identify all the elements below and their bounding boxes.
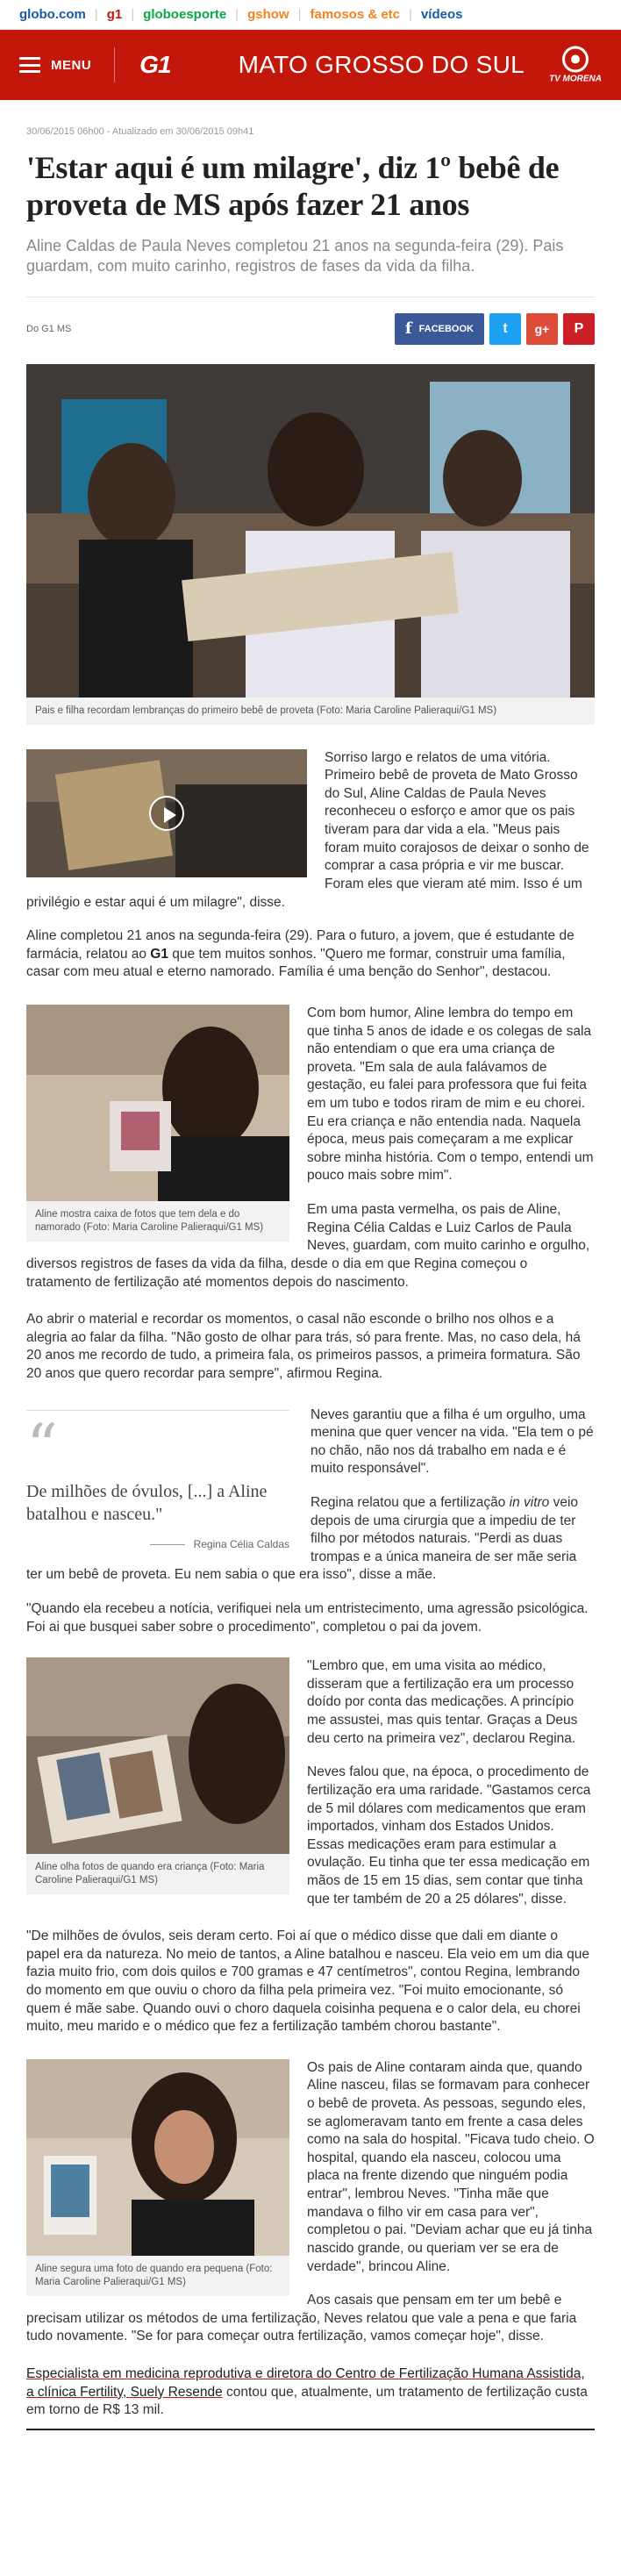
quote-icon: “ <box>26 1410 58 1483</box>
paragraph: Regina relatou que a fertilização in vitro veio depois de uma cirurgia que a impediu de ter filho por métodos naturais. "Perdi as duas trompas e a única maneira de ser mãe seria ter um bebê de proveta. Eu nem sabia o que era isso", disse a mãe. <box>26 1494 579 1583</box>
header-divider <box>114 47 115 82</box>
body-section-4 <box>26 1657 595 1908</box>
portal-link-g1[interactable]: g1 <box>106 7 123 22</box>
portal-link-videos[interactable]: vídeos <box>420 7 463 22</box>
paragraph: Aos casais que pensam em ter um bebê e precisam utilizar os métodos de uma fertilização, Neves relatou que vale a pena e que faria tudo novamente. "Se for para começar outra fertilização, vamos começar hoje", disse. <box>26 2293 577 2344</box>
paragraph: Sorriso largo e relatos de uma vitória. Primeiro bebê de proveta de Mato Grosso do Sul, Aline Caldas de Paula Neves reconheceu o esforço e amor que os pais tiveram para dar vida a ela. "Meus pais foram muito corajosos de deixar o sonho de comprar a casa própria e vir me buscar. Foram eles que vieram até mim. Isso é um privilégio e estar aqui é um milagre", disse. <box>26 749 589 910</box>
main-photo-block <box>26 364 595 725</box>
portal-separator: | <box>297 7 302 22</box>
g1-logo[interactable]: G1 <box>139 51 171 78</box>
article <box>0 126 621 2430</box>
pull-quote-text: De milhões de óvulos, [...] a Aline batalhou e nasceu." <box>26 1481 268 1524</box>
portal-separator: | <box>94 7 98 22</box>
tv-logo-label: TV MORENA <box>549 74 602 84</box>
bottom-rule <box>26 2429 595 2430</box>
portal-link-globo[interactable]: globo.com <box>19 7 86 22</box>
photo-2-block <box>26 1005 289 1241</box>
byline: Do G1 MS <box>26 323 72 334</box>
twitter-share-button[interactable]: t <box>489 313 521 345</box>
site-header <box>0 30 621 100</box>
video-player[interactable] <box>26 749 307 877</box>
portal-separator: | <box>131 7 135 22</box>
paragraph: Especialista em medicina reprodutiva e diretora do Centro de Fertilização Humana Assistida, a clínica Fertility, Suely Resende contou que, atualmente, um tratamento de fertilização custa em torno de R$ 13 mil. <box>26 2365 588 2418</box>
photo-4-image <box>26 2059 289 2256</box>
photo-2-image <box>26 1005 289 1201</box>
paragraph: Ao abrir o material e recordar os momentos, o casal não esconde o brilho nos olhos e a alegria ao falar da filha. "Não gosto de olhar para trás, só para frente. Mas, no caso dela, há 20 anos me recordo de tudo, a primeira fala, os primeiros passos, a primeira formatura. São 20 anos que quero recordar para sempre", afirmou Regina. <box>26 1312 581 1381</box>
hamburger-icon <box>19 57 40 73</box>
paragraph: "Quando ela recebeu a notícia, verifiquei nela um entristecimento, uma agressão psicológica. Foi ai que busquei saber sobre o procedimento", completou o pai da jovem. <box>26 1601 589 1635</box>
photo-4[interactable] <box>26 2059 289 2256</box>
gplus-share-button[interactable]: g+ <box>526 313 558 345</box>
article-subtitle: Aline Caldas de Paula Neves completou 21 anos na segunda-feira (29). Pais guardam, com muito carinho, registros de fases da vida da filha. <box>26 236 564 275</box>
photo-3[interactable] <box>26 1657 289 1854</box>
portal-link-globoesporte[interactable]: globoesporte <box>143 7 227 22</box>
byline-row <box>26 313 595 345</box>
menu-label: MENU <box>51 57 92 73</box>
menu-button[interactable] <box>19 57 91 73</box>
tv-morena-logo[interactable] <box>549 47 602 84</box>
body-section-2 <box>26 1005 595 1292</box>
portal-bar <box>0 0 621 30</box>
facebook-icon: f <box>404 319 412 339</box>
paragraph: Neves falou que, na época, o procedimento de fertilização era uma raridade. "Gastamos cerca de 5 mil dólares com medicamentos que eram importados, vinham dos Estados Unidos. Essas medicações eram para estimular a ovulação. Eu tinha que ter essa medicação em mãos de 15 em 15 dias, sem contar que tinha que ter também de 20 a 25 dólares", disse. <box>307 1764 591 1907</box>
facebook-label: FACEBOOK <box>418 323 474 334</box>
main-photo-image <box>26 364 595 698</box>
photo-2-caption: Aline mostra caixa de fotos que tem dela e do namorado (Foto: Maria Caroline Palieraqui/G1 MS) <box>26 1201 289 1241</box>
main-photo[interactable] <box>26 364 595 698</box>
body-section-5 <box>26 2059 595 2346</box>
body-section-3 <box>26 1406 595 1585</box>
paragraph: Com bom humor, Aline lembra do tempo em que tinha 5 anos de idade e os colegas de sala não entendiam o que era uma criança de proveta. "Em sala de aula falávamos de gestação, eu falei para professora que fui feita em um tubo e todos riram de mim e eu chorei. Eu era criança e não entendia nada. Naquela época, meus pais começaram a me explicar sobre minha história. Com o tempo, entendi um pouco mais sobre mim". <box>307 1005 594 1184</box>
photo-4-caption: Aline segura uma foto de quando era pequena (Foto: Maria Caroline Palieraqui/G1 MS) <box>26 2256 289 2296</box>
portal-link-gshow[interactable]: gshow <box>247 7 289 22</box>
share-bar <box>395 313 595 345</box>
facebook-share-button[interactable] <box>395 313 484 345</box>
article-title: 'Estar aqui é um milagre', diz 1º bebê de proveta de MS após fazer 21 anos <box>26 150 560 223</box>
body-section-1 <box>26 749 595 982</box>
pull-quote <box>26 1410 289 1550</box>
pinterest-share-button[interactable]: P <box>563 313 595 345</box>
portal-separator: | <box>409 7 412 22</box>
main-photo-caption: Pais e filha recordam lembranças do primeiro bebê de proveta (Foto: Maria Caroline Palieraqui/G1 MS) <box>26 698 595 725</box>
paragraph: Neves garantiu que a filha é um orgulho, uma menina que quer vencer na vida. "Ela tem o pé no chão, não nos dá trabalho em nada e é muito responsável". <box>310 1406 594 1477</box>
paragraph: Os pais de Aline contaram ainda que, quando Aline nasceu, filas se formavam para conhecer o bebê de proveta. As pessoas, segundo eles, se aglomeravam tanto em frente a casa deles como na sala do hospital. "Ficava tudo cheio. O hospital, quando ela nasceu, colocou uma placa na frente dizendo que ninguém podia entrar", lembrou Neves. "Tinha mãe que mandava o filho vir em casa para ver", completou o pai. "Deviam achar que eu já tinha nascido grande, ou queriam ver se era de verdade", brincou Aline. <box>307 2059 595 2274</box>
photo-3-image <box>26 1657 289 1854</box>
video-thumbnail[interactable] <box>26 749 307 877</box>
tv-globe-icon <box>562 47 589 73</box>
photo-3-caption: Aline olha fotos de quando era criança (Foto: Maria Caroline Palieraqui/G1 MS) <box>26 1854 289 1894</box>
photo-3-block <box>26 1657 289 1894</box>
portal-separator: | <box>235 7 239 22</box>
article-date: 30/06/2015 06h00 - Atualizado em 30/06/2015 09h41 <box>26 126 254 137</box>
clinic-link[interactable]: Especialista em medicina reprodutiva e diretora do Centro de Fertilização Humana Assistida, a clínica Fertility, Suely Resende <box>26 2365 585 2400</box>
paragraph: "Lembro que, em uma visita ao médico, disseram que a fertilização era um processo doído por conta das medicações. A princípio me assustei, mas quis tentar. Graças a Deus deu certo na primeira vez", declarou Regina. <box>307 1658 578 1746</box>
photo-4-block <box>26 2059 289 2296</box>
paragraph: Em uma pasta vermelha, os pais de Aline, Regina Célia Caldas e Luiz Carlos de Paula Neves, guardam, com muito carinho e orgulho, diversos registros de fases da vida da filha, desde o dia em que Regina começou o tratamento de fertilização até momentos depois do nascimento. <box>26 1202 590 1290</box>
paragraph: Aline completou 21 anos na segunda-feira (29). Para o futuro, a jovem, que é estudante de farmácia, relatou ao G1 que tem muitos sonhos. "Quero me formar, construir uma família, casar com meu atual e eterno namorado. Família é uma benção do Senhor", destacou. <box>26 928 575 980</box>
play-icon[interactable] <box>149 796 184 831</box>
photo-2[interactable] <box>26 1005 289 1201</box>
pull-quote-author: Regina Célia Caldas <box>26 1538 289 1550</box>
portal-link-famosos[interactable]: famosos & etc <box>310 7 401 22</box>
section-title[interactable]: MATO GROSSO DO SUL <box>238 51 525 78</box>
paragraph: "De milhões de óvulos, seis deram certo. Foi aí que o médico disse que dali em diante o papel era da natureza. No meio de tantos, a Aline batalhou e nasceu. Ela veio em um dia que fazia muito frio, com dois quilos e 700 gramas e 47 centímetros", contou Regina, lembrando do momento em que ouviu o choro da filha pela primeira vez. "Foi muito emocionante, só quem é mãe sabe. Quando ouvi o choro daquela coisinha pequena e o calor dela, eu chorei muito, meu marido e o médico que fez a fertilização também chorou bastante". <box>26 1928 589 2035</box>
